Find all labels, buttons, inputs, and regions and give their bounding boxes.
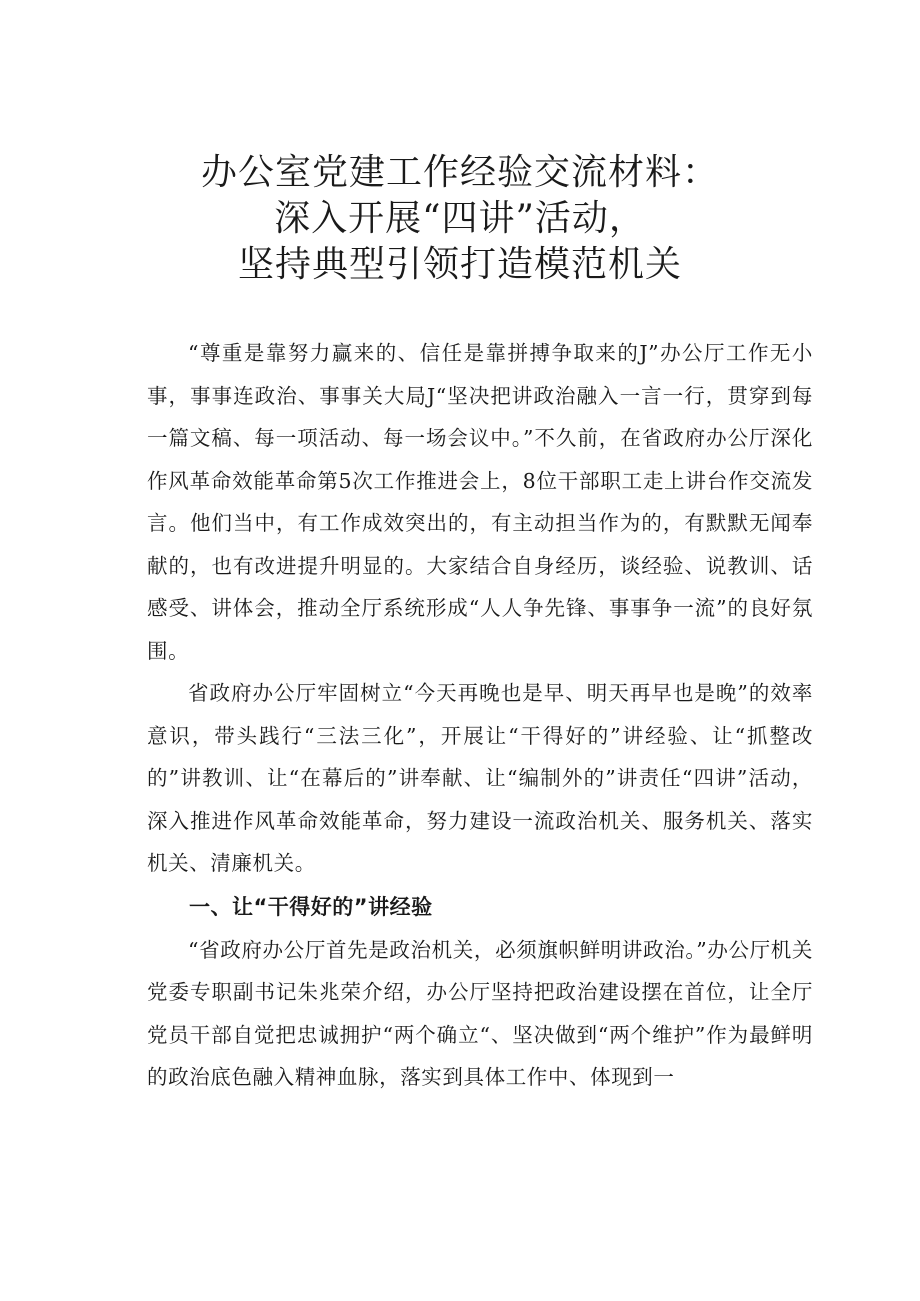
paragraph-overview: 省政府办公厅牢固树立“今天再晚也是早、明天再早也是晚”的效率意识，带头践行“三法三化”，开展让“干得好的”讲经验、让“抓整改的”讲教训、让“在幕后的”讲奉献、让“编制外的”讲责任“四讲”活动，深入推进作风革命效能革命，努力建设一流政治机关、服务机关、落实机关、清廉机关。: [147, 681, 813, 875]
title-line-1: 办公室党建工作经验交流材料：: [200, 152, 719, 193]
paragraph-intro: “尊重是靠努力赢来的、信任是靠拼搏争取来的J”办公厅工作无小事，事事连政治、事事关大局J“坚决把讲政治融入一言一行，贯穿到每一篇文稿、每一项活动、每一场会议中。”不久前，在省政府办公厅深化作风革命效能革命第5次工作推进会上，8位干部职工走上讲台作交流发言。他们当中，有工作成效突出的，有主动担当作为的，有默默无闻奉献的，也有改进提升明显的。大家结合自身经历，谈经验、说教训、话感受、讲体会，推动全厅系统形成“人人争先锋、事事争一流”的良好氛围。: [147, 341, 813, 663]
document-title: [0, 150, 920, 288]
paragraph-section-1: “省政府办公厅首先是政治机关，必须旗帜鲜明讲政治。”办公厅机关党委专职副书记朱兆荣介绍，办公厅坚持把政治建设摆在首位，让全厅党员干部自觉把忠诚拥护“两个确立“、坚决做到“两个维护”作为最鲜明的政治底色融入精神血脉，落实到具体工作中、体现到一: [147, 937, 813, 1089]
title-line-2: 深入开展“四讲”活动，: [274, 198, 646, 239]
section-heading: 一、让“干得好的”讲经验: [189, 894, 433, 919]
title-line-3: 坚持典型引领打造模范机关: [237, 244, 682, 285]
document-body: [147, 332, 813, 1099]
